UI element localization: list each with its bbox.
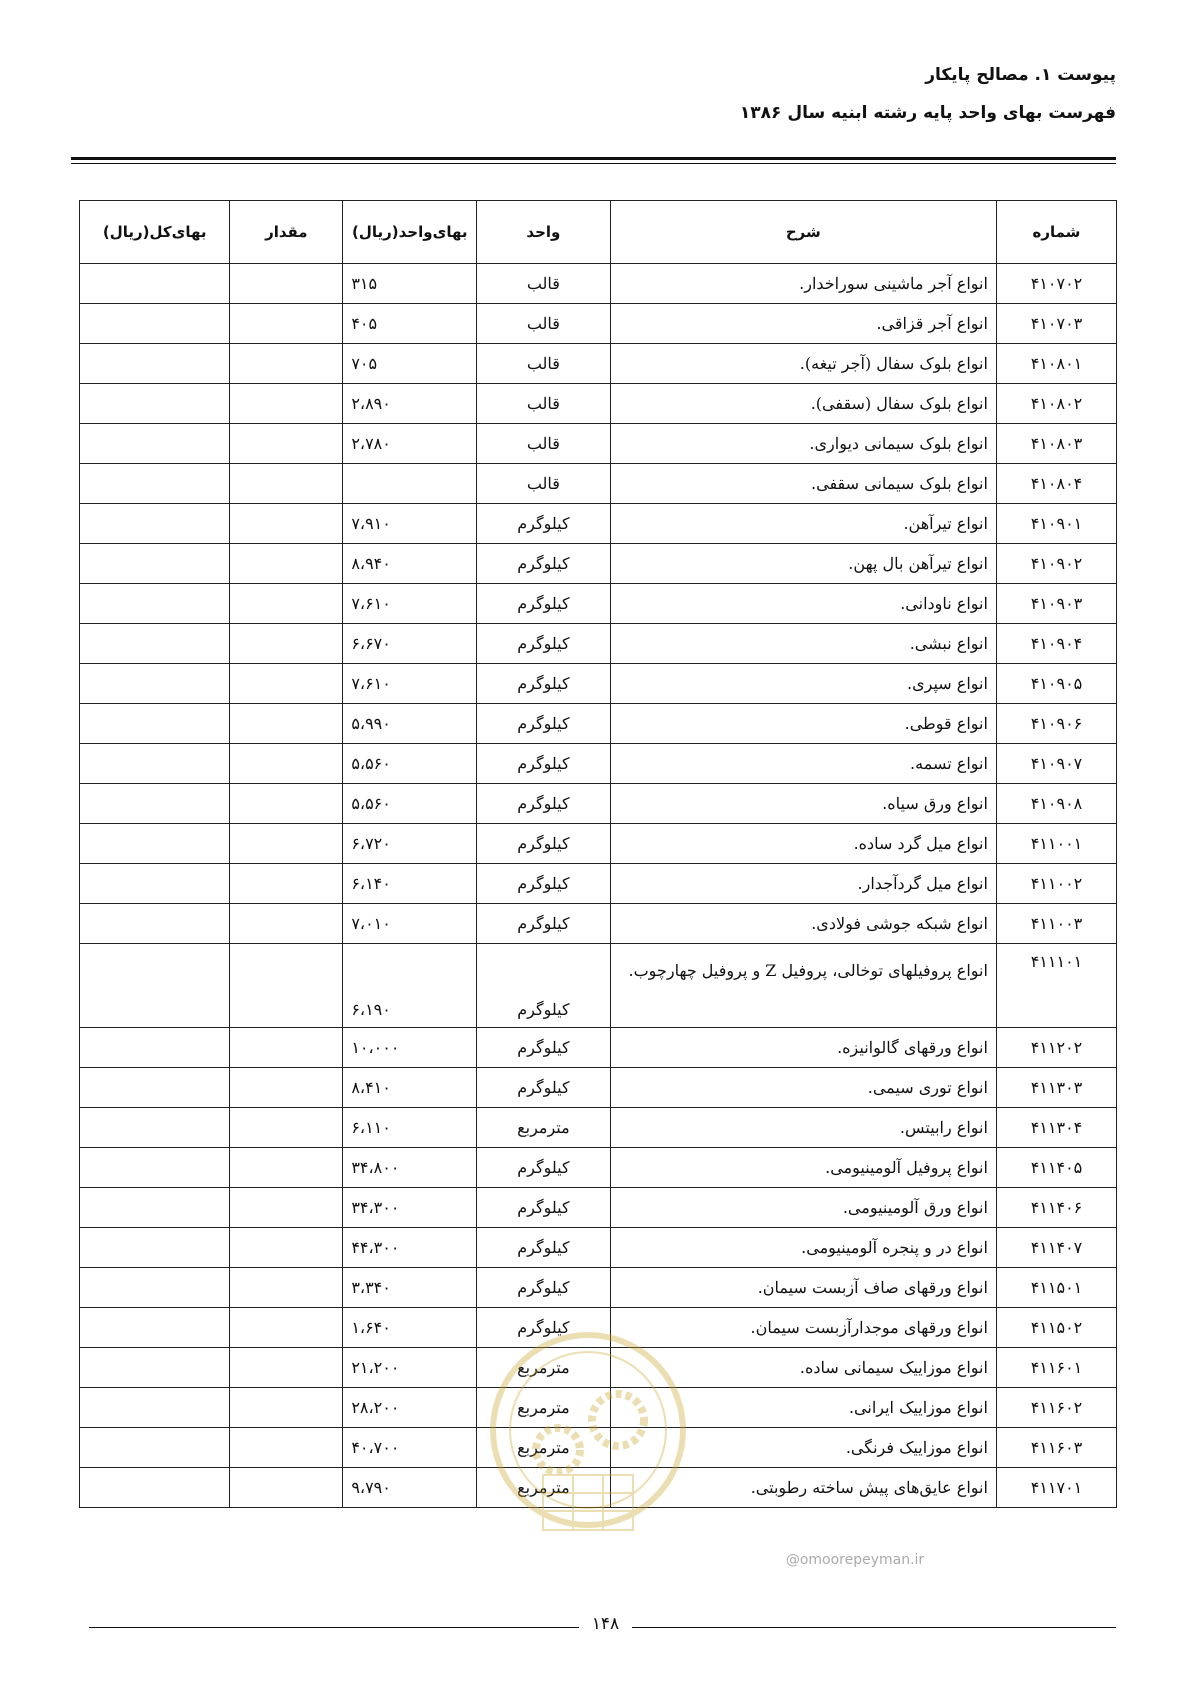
header-quantity: مقدار	[230, 201, 343, 264]
item-description: انواع موزاییک ایرانی.	[610, 1388, 996, 1428]
table-header-row	[80, 201, 1117, 264]
item-unit: کیلوگرم	[477, 1268, 610, 1308]
item-number: ۴۱۱۵۰۱	[996, 1268, 1116, 1308]
table-row	[80, 344, 1117, 384]
item-total-price	[80, 1468, 230, 1508]
item-total-price	[80, 1428, 230, 1468]
item-unit-price: ۵،۵۶۰	[343, 784, 477, 824]
item-unit: مترمربع	[477, 1468, 610, 1508]
table-row	[80, 1348, 1117, 1388]
item-quantity	[230, 1388, 343, 1428]
item-unit-price: ۷،۶۱۰	[343, 664, 477, 704]
table-row	[80, 864, 1117, 904]
table-row	[80, 544, 1117, 584]
page-header	[740, 62, 1116, 126]
table-row	[80, 824, 1117, 864]
item-number: ۴۱۱۴۰۷	[996, 1228, 1116, 1268]
item-number: ۴۱۱۳۰۴	[996, 1108, 1116, 1148]
price-list-title: فهرست بهای واحد پایه رشته ابنیه سال ۱۳۸۶	[739, 103, 1116, 123]
item-description: انواع بلوک سفال (آجر تیغه).	[610, 344, 996, 384]
item-total-price	[80, 1028, 230, 1068]
item-total-price	[80, 504, 230, 544]
item-description: انواع موزاییک فرنگی.	[610, 1428, 996, 1468]
item-quantity	[230, 1188, 343, 1228]
item-number: ۴۱۰۹۰۷	[996, 744, 1116, 784]
item-quantity	[230, 784, 343, 824]
table-row	[80, 1228, 1117, 1268]
item-unit-price: ۱۰،۰۰۰	[343, 1028, 477, 1068]
item-unit-price: ۶،۱۴۰	[343, 864, 477, 904]
price-table	[79, 200, 1117, 1508]
item-description: انواع تسمه.	[610, 744, 996, 784]
item-total-price	[80, 1108, 230, 1148]
header-rule-thin	[71, 163, 1116, 164]
item-unit: قالب	[477, 424, 610, 464]
item-unit: مترمربع	[477, 1388, 610, 1428]
item-quantity	[230, 1428, 343, 1468]
item-quantity	[230, 1468, 343, 1508]
item-unit-price: ۷،۶۱۰	[343, 584, 477, 624]
table-row	[80, 664, 1117, 704]
item-total-price	[80, 744, 230, 784]
item-number: ۴۱۰۹۰۲	[996, 544, 1116, 584]
table-row	[80, 904, 1117, 944]
item-unit-price: ۲۱،۲۰۰	[343, 1348, 477, 1388]
item-total-price	[80, 824, 230, 864]
item-quantity	[230, 1108, 343, 1148]
appendix-title: پیوست ۱. مصالح پایکار	[925, 65, 1116, 85]
item-unit-price: ۲۸،۲۰۰	[343, 1388, 477, 1428]
item-number: ۴۱۱۳۰۳	[996, 1068, 1116, 1108]
item-description: انواع بلوک سیمانی سقفی.	[610, 464, 996, 504]
item-quantity	[230, 544, 343, 584]
item-unit-price: ۵،۹۹۰	[343, 704, 477, 744]
item-description: انواع موزاییک سیمانی ساده.	[610, 1348, 996, 1388]
item-quantity	[230, 344, 343, 384]
item-quantity	[230, 1348, 343, 1388]
table-row	[80, 784, 1117, 824]
item-number: ۴۱۱۱۰۱	[996, 944, 1116, 1028]
table-body	[80, 264, 1117, 1508]
item-unit: کیلوگرم	[477, 1028, 610, 1068]
item-quantity	[230, 1268, 343, 1308]
table-row	[80, 744, 1117, 784]
item-unit: کیلوگرم	[477, 784, 610, 824]
item-unit-price: ۳۱۵	[343, 264, 477, 304]
item-number: ۴۱۰۹۰۴	[996, 624, 1116, 664]
header-number: شماره	[996, 201, 1116, 264]
item-quantity	[230, 864, 343, 904]
item-unit-price: ۹،۷۹۰	[343, 1468, 477, 1508]
item-quantity	[230, 264, 343, 304]
item-description: انواع در و پنجره آلومینیومی.	[610, 1228, 996, 1268]
item-description: انواع میل گردآجدار.	[610, 864, 996, 904]
item-quantity	[230, 424, 343, 464]
item-unit: کیلوگرم	[477, 944, 610, 1028]
item-unit: کیلوگرم	[477, 664, 610, 704]
item-number: ۴۱۱۰۰۳	[996, 904, 1116, 944]
item-total-price	[80, 1068, 230, 1108]
item-unit: کیلوگرم	[477, 824, 610, 864]
item-number: ۴۱۰۹۰۱	[996, 504, 1116, 544]
item-number: ۴۱۰۷۰۳	[996, 304, 1116, 344]
item-quantity	[230, 1148, 343, 1188]
table-row	[80, 464, 1117, 504]
item-number: ۴۱۱۵۰۲	[996, 1308, 1116, 1348]
item-description: انواع آجر قزاقی.	[610, 304, 996, 344]
item-quantity	[230, 664, 343, 704]
item-description: انواع ورقهای صاف آزبست سیمان.	[610, 1268, 996, 1308]
table-row	[80, 584, 1117, 624]
item-quantity	[230, 304, 343, 344]
item-description: انواع ورق آلومینیومی.	[610, 1188, 996, 1228]
item-total-price	[80, 344, 230, 384]
header-description: شرح	[610, 201, 996, 264]
item-unit: کیلوگرم	[477, 504, 610, 544]
item-description: انواع میل گرد ساده.	[610, 824, 996, 864]
item-description: انواع ورقهای گالوانیزه.	[610, 1028, 996, 1068]
item-unit-price: ۸،۹۴۰	[343, 544, 477, 584]
table-row	[80, 304, 1117, 344]
item-number: ۴۱۰۹۰۵	[996, 664, 1116, 704]
item-total-price	[80, 864, 230, 904]
item-description: انواع عایق‌های پیش ساخته رطوبتی.	[610, 1468, 996, 1508]
table-row	[80, 1428, 1117, 1468]
item-total-price	[80, 784, 230, 824]
item-quantity	[230, 904, 343, 944]
item-number: ۴۱۰۷۰۲	[996, 264, 1116, 304]
item-number: ۴۱۰۸۰۴	[996, 464, 1116, 504]
item-number: ۴۱۱۴۰۵	[996, 1148, 1116, 1188]
item-description: انواع قوطی.	[610, 704, 996, 744]
item-quantity	[230, 1228, 343, 1268]
table-row	[80, 504, 1117, 544]
item-total-price	[80, 904, 230, 944]
table-row	[80, 264, 1117, 304]
item-number: ۴۱۰۸۰۳	[996, 424, 1116, 464]
item-unit-price: ۸،۴۱۰	[343, 1068, 477, 1108]
item-total-price	[80, 1308, 230, 1348]
item-unit-price: ۶،۱۱۰	[343, 1108, 477, 1148]
item-number: ۴۱۱۰۰۱	[996, 824, 1116, 864]
item-quantity	[230, 464, 343, 504]
item-unit: کیلوگرم	[477, 904, 610, 944]
item-unit: قالب	[477, 384, 610, 424]
item-unit-price: ۷۰۵	[343, 344, 477, 384]
item-total-price	[80, 384, 230, 424]
item-quantity	[230, 1308, 343, 1348]
item-number: ۴۱۰۸۰۱	[996, 344, 1116, 384]
item-unit-price: ۳،۳۴۰	[343, 1268, 477, 1308]
item-number: ۴۱۱۶۰۳	[996, 1428, 1116, 1468]
item-total-price	[80, 1188, 230, 1228]
table-row	[80, 424, 1117, 464]
item-description: انواع پروفیل آلومینیومی.	[610, 1148, 996, 1188]
table-row	[80, 624, 1117, 664]
item-unit: مترمربع	[477, 1108, 610, 1148]
item-description: انواع نبشی.	[610, 624, 996, 664]
item-description: انواع ورقهای موجدارآزبست سیمان.	[610, 1308, 996, 1348]
table-row	[80, 1108, 1117, 1148]
table-row	[80, 704, 1117, 744]
item-number: ۴۱۰۸۰۲	[996, 384, 1116, 424]
item-quantity	[230, 584, 343, 624]
table-row	[80, 1068, 1117, 1108]
item-unit-price: ۶،۱۹۰	[343, 944, 477, 1028]
item-number: ۴۱۱۴۰۶	[996, 1188, 1116, 1228]
item-description: انواع تیرآهن بال پهن.	[610, 544, 996, 584]
item-unit-price	[343, 464, 477, 504]
item-unit: کیلوگرم	[477, 1148, 610, 1188]
page-number: ۱۴۸	[591, 1614, 620, 1634]
item-number: ۴۱۱۲۰۲	[996, 1028, 1116, 1068]
table-row	[80, 384, 1117, 424]
footer-rule-left	[89, 1627, 579, 1628]
item-unit-price: ۴۰۵	[343, 304, 477, 344]
item-unit-price: ۷،۹۱۰	[343, 504, 477, 544]
item-quantity	[230, 384, 343, 424]
footer-rule-right	[632, 1627, 1116, 1628]
table-row	[80, 1148, 1117, 1188]
item-quantity	[230, 1028, 343, 1068]
item-quantity	[230, 624, 343, 664]
watermark-text: @omoorepeyman.ir	[785, 1552, 925, 1568]
item-unit: کیلوگرم	[477, 704, 610, 744]
item-unit-price: ۲،۷۸۰	[343, 424, 477, 464]
header-unit-price: بهای‌واحد(ریال)	[343, 201, 477, 264]
item-unit: قالب	[477, 264, 610, 304]
item-total-price	[80, 704, 230, 744]
item-description: انواع تیرآهن.	[610, 504, 996, 544]
item-unit: قالب	[477, 464, 610, 504]
item-description: انواع توری سیمی.	[610, 1068, 996, 1108]
item-description: انواع آجر ماشینی سوراخدار.	[610, 264, 996, 304]
item-unit: کیلوگرم	[477, 744, 610, 784]
header-rule-thick	[71, 157, 1116, 160]
item-unit-price: ۴۰،۷۰۰	[343, 1428, 477, 1468]
item-unit-price: ۳۴،۳۰۰	[343, 1188, 477, 1228]
item-description: انواع بلوک سیمانی دیواری.	[610, 424, 996, 464]
header-total-price: بهای‌کل(ریال)	[80, 201, 230, 264]
item-unit-price: ۴۴،۳۰۰	[343, 1228, 477, 1268]
item-total-price	[80, 1348, 230, 1388]
item-total-price	[80, 1388, 230, 1428]
item-total-price	[80, 304, 230, 344]
item-unit: قالب	[477, 344, 610, 384]
item-description: انواع بلوک سفال (سقفی).	[610, 384, 996, 424]
table-row	[80, 1388, 1117, 1428]
item-number: ۴۱۰۹۰۶	[996, 704, 1116, 744]
item-total-price	[80, 664, 230, 704]
item-total-price	[80, 424, 230, 464]
item-number: ۴۱۱۶۰۲	[996, 1388, 1116, 1428]
item-total-price	[80, 464, 230, 504]
item-number: ۴۱۱۷۰۱	[996, 1468, 1116, 1508]
item-total-price	[80, 1268, 230, 1308]
item-description: انواع رابیتس.	[610, 1108, 996, 1148]
item-unit: کیلوگرم	[477, 624, 610, 664]
item-unit: کیلوگرم	[477, 864, 610, 904]
item-number: ۴۱۰۹۰۳	[996, 584, 1116, 624]
item-unit-price: ۶،۶۷۰	[343, 624, 477, 664]
item-unit-price: ۶،۷۲۰	[343, 824, 477, 864]
item-unit: کیلوگرم	[477, 1188, 610, 1228]
item-unit-price: ۲،۸۹۰	[343, 384, 477, 424]
item-unit: کیلوگرم	[477, 1228, 610, 1268]
item-description: انواع ناودانی.	[610, 584, 996, 624]
item-unit-price: ۳۴،۸۰۰	[343, 1148, 477, 1188]
item-unit: کیلوگرم	[477, 544, 610, 584]
item-total-price	[80, 1228, 230, 1268]
item-unit: کیلوگرم	[477, 1068, 610, 1108]
item-unit: قالب	[477, 304, 610, 344]
table-row	[80, 1028, 1117, 1068]
item-unit-price: ۵،۵۶۰	[343, 744, 477, 784]
item-quantity	[230, 704, 343, 744]
item-description: انواع ورق سیاه.	[610, 784, 996, 824]
item-unit: کیلوگرم	[477, 1308, 610, 1348]
item-total-price	[80, 544, 230, 584]
header-unit: واحد	[477, 201, 610, 264]
table-row	[80, 1468, 1117, 1508]
item-quantity	[230, 944, 343, 1028]
table-row	[80, 944, 1117, 1028]
table-row	[80, 1308, 1117, 1348]
item-quantity	[230, 744, 343, 784]
item-unit-price: ۱،۶۴۰	[343, 1308, 477, 1348]
item-total-price	[80, 944, 230, 1028]
item-unit-price: ۷،۰۱۰	[343, 904, 477, 944]
table-row	[80, 1188, 1117, 1228]
item-quantity	[230, 1068, 343, 1108]
item-unit: کیلوگرم	[477, 584, 610, 624]
item-total-price	[80, 264, 230, 304]
item-unit: مترمربع	[477, 1348, 610, 1388]
item-number: ۴۱۰۹۰۸	[996, 784, 1116, 824]
item-description: انواع پروفیلهای توخالی، پروفیل Z و پروفیل چهارچوب.	[610, 944, 996, 1028]
item-quantity	[230, 824, 343, 864]
item-quantity	[230, 504, 343, 544]
item-description: انواع سپری.	[610, 664, 996, 704]
table-row	[80, 1268, 1117, 1308]
item-unit: مترمربع	[477, 1428, 610, 1468]
item-description: انواع شبکه جوشی فولادی.	[610, 904, 996, 944]
item-total-price	[80, 1148, 230, 1188]
item-number: ۴۱۱۶۰۱	[996, 1348, 1116, 1388]
item-total-price	[80, 624, 230, 664]
item-number: ۴۱۱۰۰۲	[996, 864, 1116, 904]
item-total-price	[80, 584, 230, 624]
